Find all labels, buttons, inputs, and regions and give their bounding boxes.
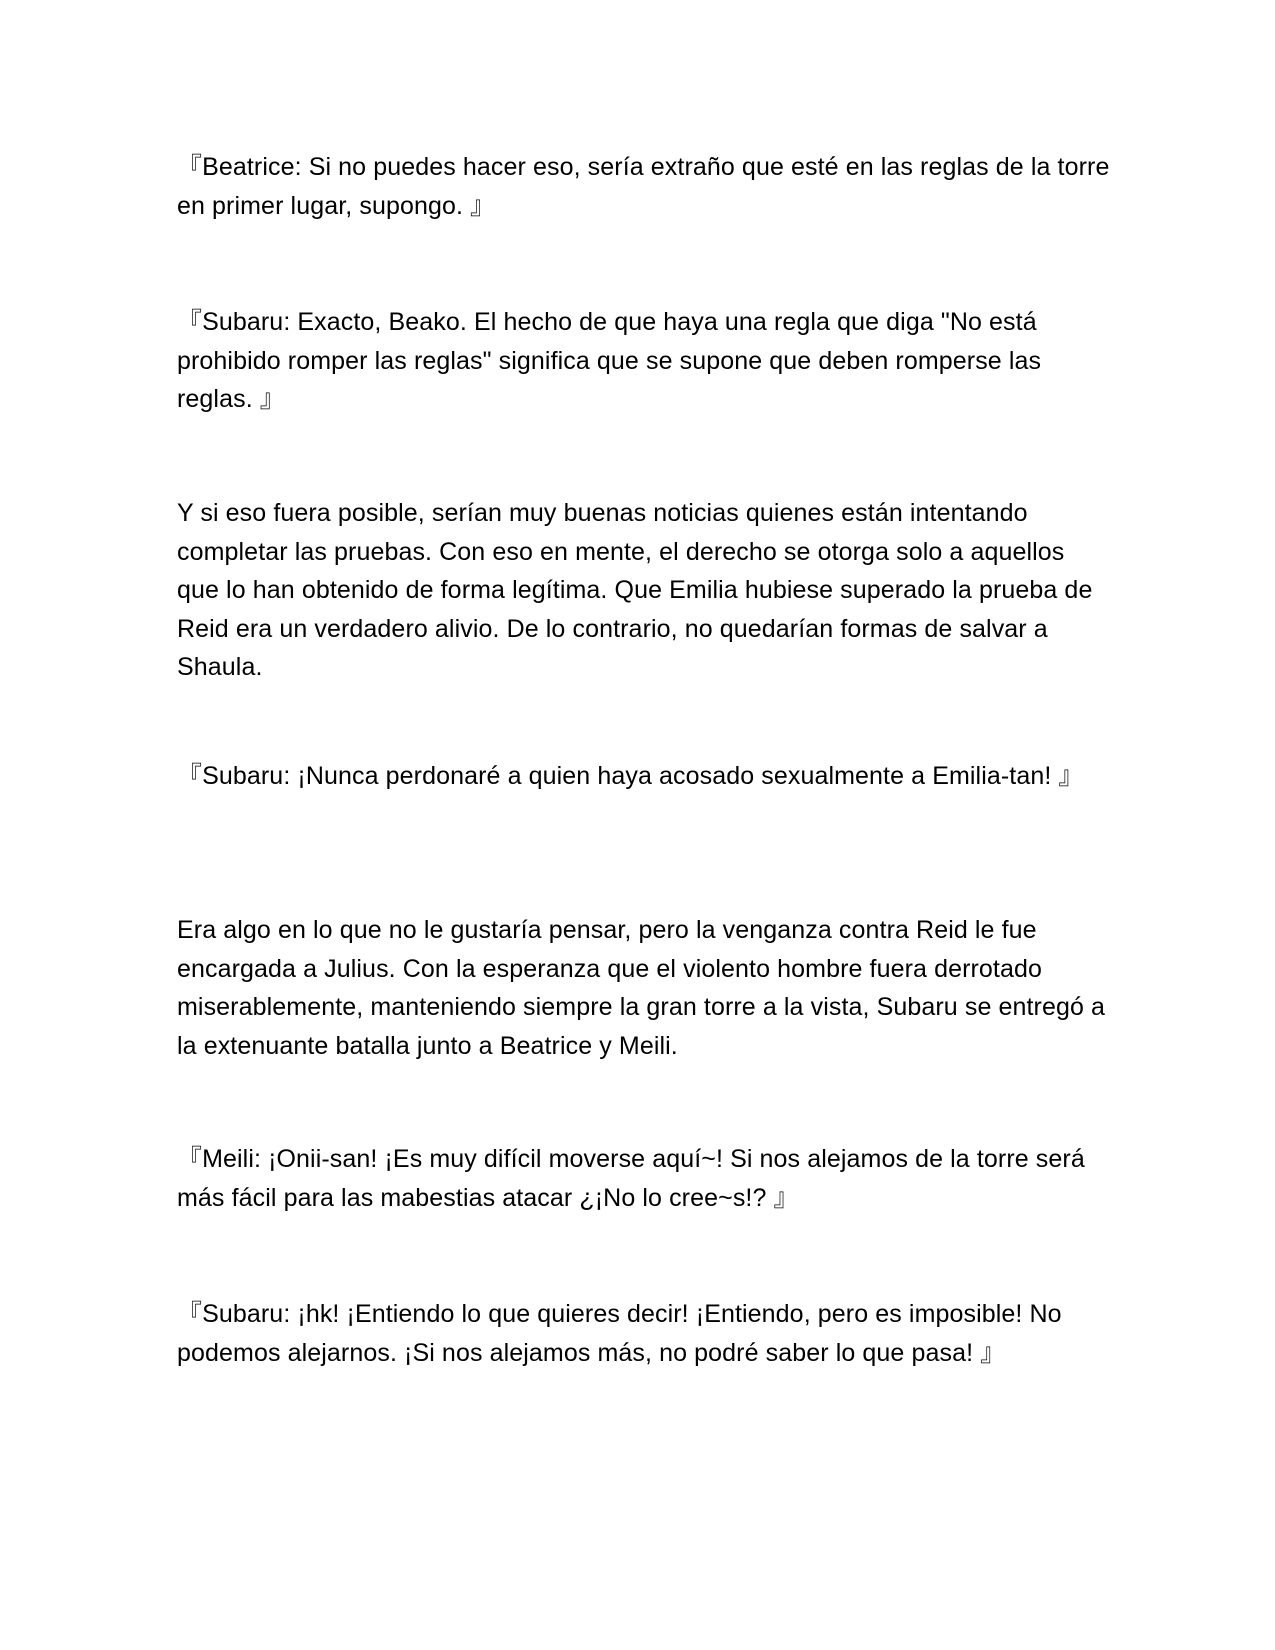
dialogue-subaru-emilia: 『Subaru: ¡Nunca perdonaré a quien haya acosado sexualmente a Emilia-tan! 』 (177, 762, 1084, 790)
narration-paragraph-battle: Era algo en lo que no le gustaría pensar, pero la venganza contra Reid le fue encargada a Julius. Con la esperanza que el violento hombre fuera derrotado miserablemente, manteniendo siempre la gran torre a la vista, Subaru se entregó a la extenuante batalla junto a Beatrice y Meili. (177, 916, 1106, 1060)
dialogue-meili: 『Meili: ¡Onii-san! ¡Es muy difícil moverse aquí~! Si nos alejamos de la torre será más fácil para las mabestias atacar ¿¡No lo cree~s!? 』 (177, 1145, 1085, 1212)
dialogue-subaru-impossible: 『Subaru: ¡hk! ¡Entiendo lo que quieres decir! ¡Entiendo, pero es imposible! No podemos alejarnos. ¡Si nos alejamos más, no podré saber lo que pasa! 』 (177, 1300, 1062, 1367)
dialogue-beatrice: 『Beatrice: Si no puedes hacer eso, sería extraño que esté en las reglas de la torre en primer lugar, supongo. 』 (177, 153, 1110, 220)
narration-paragraph-trials: Y si eso fuera posible, serían muy buenas noticias quienes están intentando completar las pruebas. Con eso en mente, el derecho se otorga solo a aquellos que lo han obtenido de forma legítima. Que Emilia hubiese superado la prueba de Reid era un verdadero alivio. De lo contrario, no quedarían formas de salvar a Shaula. (177, 499, 1093, 681)
dialogue-subaru-rules: 『Subaru: Exacto, Beako. El hecho de que haya una regla que diga "No está prohibido romper las reglas" significa que se supone que deben romperse las reglas. 』 (177, 308, 1042, 413)
